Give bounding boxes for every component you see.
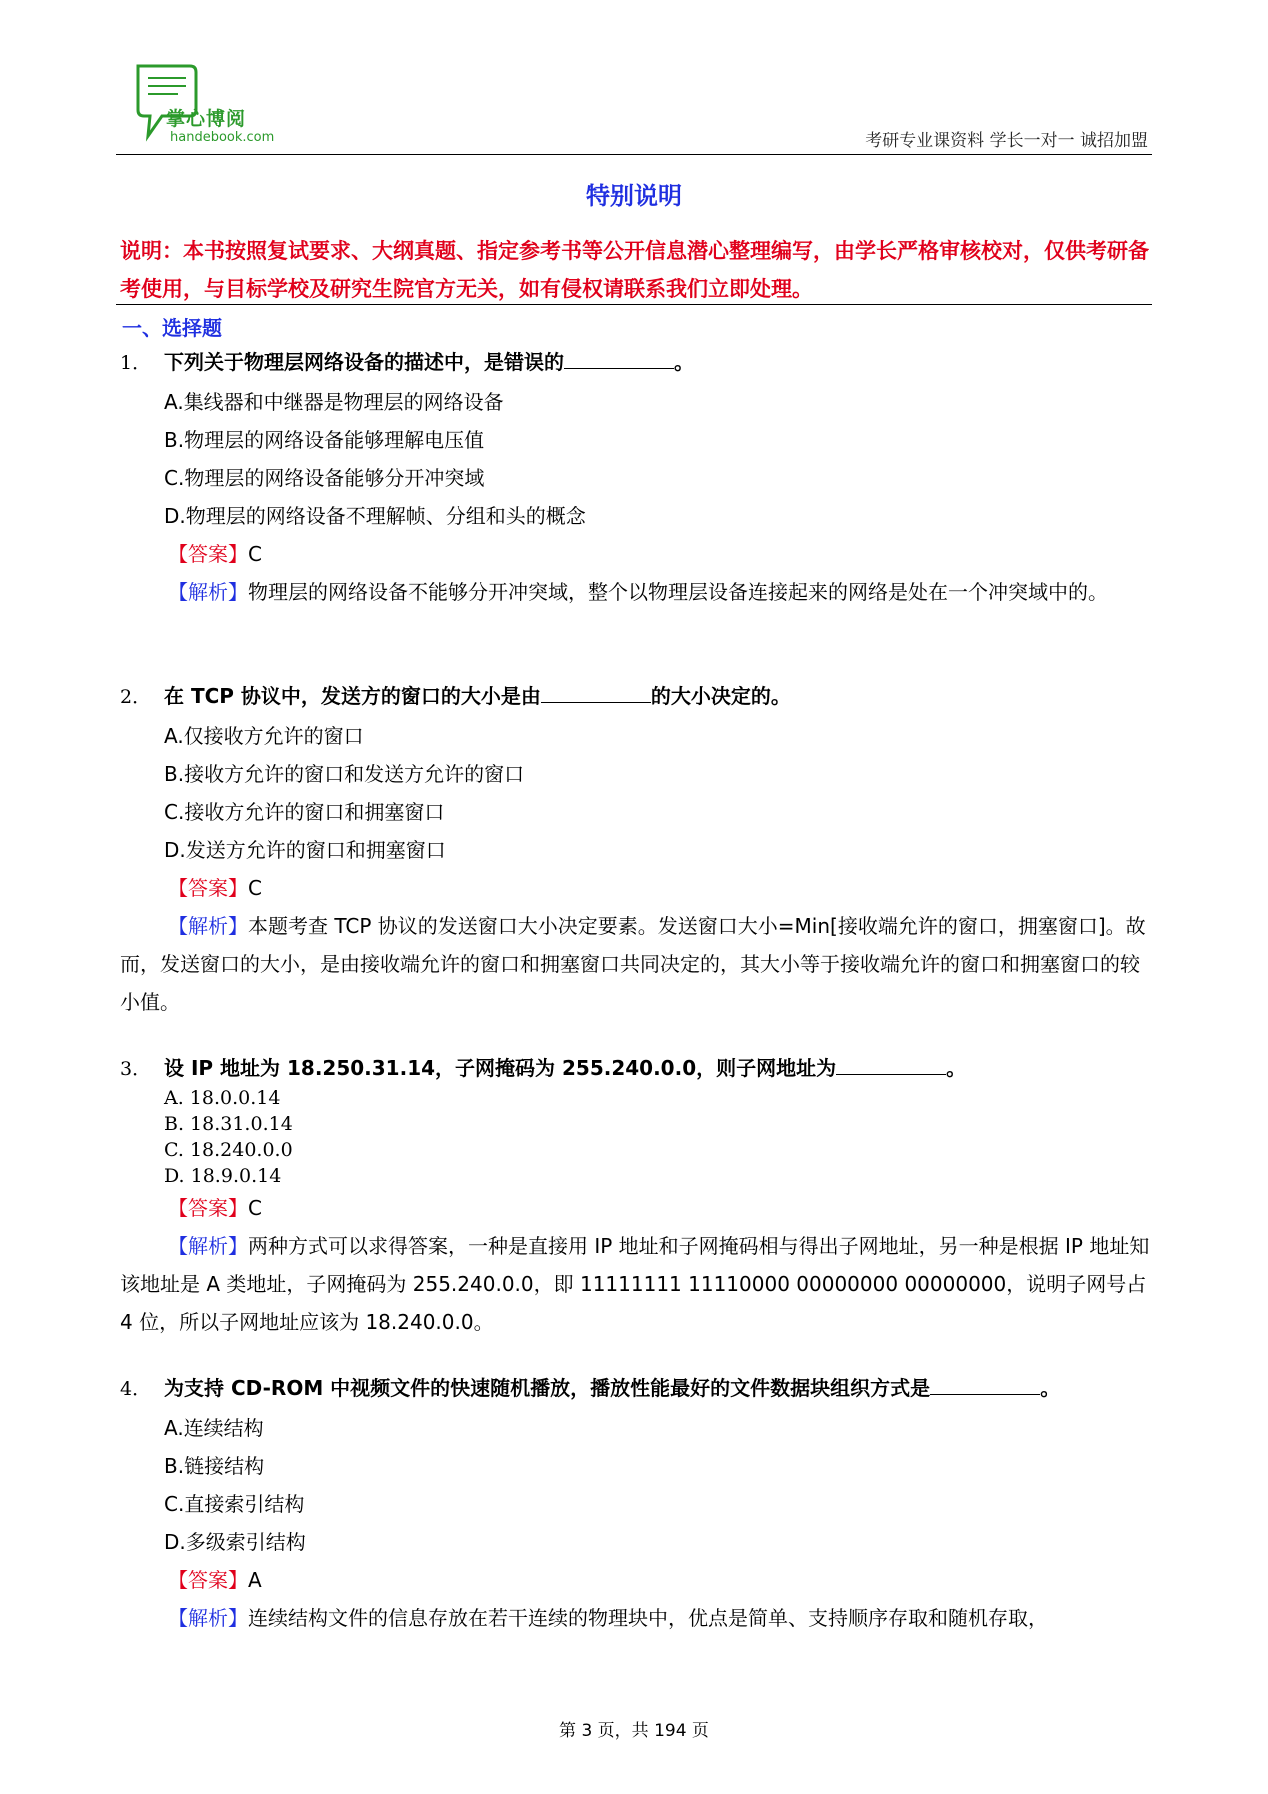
notice-text: 说明：本书按照复试要求、大纲真题、指定参考书等公开信息潜心整理编写，由学长严格审核校对，仅供考研备考使用，与目标学校及研究生院官方无关，如有侵权请联系我们立即处理。 (120, 239, 1149, 301)
analysis-body: 物理层的网络设备不能够分开冲突域，整个以物理层设备连接起来的网络是处在一个冲突域中的。 (248, 580, 1108, 604)
logo-url: handebook.com (170, 130, 275, 145)
option: D.物理层的网络设备不理解帧、分组和头的概念 (164, 504, 586, 528)
analysis-text (120, 1227, 1156, 1341)
stem-end: 。 (1040, 1376, 1061, 1400)
answer-label: 【答案】 (168, 542, 248, 566)
header-divider (116, 154, 1152, 155)
analysis-body: 两种方式可以求得答案，一种是直接用 IP 地址和子网掩码相与得出子网地址，另一种是根据 IP 地址知该地址是 A 类地址，子网掩码为 255.240.0.0，即 11111111 11110000 00000000 00000000，说明子网号占 4 位，所以子网地址应该为 18.240.0.0。 (120, 1234, 1150, 1334)
option: A. 18.0.0.14 (164, 1087, 281, 1109)
question-4 (120, 1374, 1156, 1637)
option: B.物理层的网络设备能够理解电压值 (164, 428, 485, 452)
answer-line (120, 869, 1156, 907)
question-stem (120, 682, 1156, 711)
question-stem (120, 1054, 1156, 1083)
answer-blank (564, 350, 674, 369)
option: D. 18.9.0.14 (164, 1165, 282, 1187)
question-number: 1． (120, 352, 152, 374)
question-number: 4． (120, 1378, 152, 1400)
stem-text: 在 TCP 协议中，发送方的窗口的大小是由 (164, 684, 541, 708)
question-number: 2． (120, 686, 152, 708)
question-2 (120, 682, 1156, 1021)
answer-label: 【答案】 (168, 1196, 248, 1220)
answer-label: 【答案】 (168, 876, 248, 900)
option: C.接收方允许的窗口和拥塞窗口 (164, 800, 445, 824)
option: B. 18.31.0.14 (164, 1113, 293, 1135)
question-3 (120, 1054, 1156, 1341)
option: A.仅接收方允许的窗口 (164, 724, 364, 748)
answer-value: C (248, 542, 262, 566)
logo-brand: 掌心博阅 (166, 108, 247, 130)
option: C.物理层的网络设备能够分开冲突域 (164, 466, 485, 490)
option: B.链接结构 (164, 1454, 265, 1478)
option: A.集线器和中继器是物理层的网络设备 (164, 390, 504, 414)
option: C. 18.240.0.0 (164, 1139, 293, 1161)
analysis-text (120, 907, 1156, 1021)
analysis-text (120, 573, 1156, 611)
question-stem (120, 348, 1156, 377)
option: D.发送方允许的窗口和拥塞窗口 (164, 838, 446, 862)
notice-divider (116, 304, 1152, 305)
section-heading: 一、选择题 (122, 316, 222, 340)
answer-blank (541, 684, 651, 703)
answer-value: A (248, 1568, 262, 1592)
option: B.接收方允许的窗口和发送方允许的窗口 (164, 762, 525, 786)
answer-label: 【答案】 (168, 1568, 248, 1592)
answer-value: C (248, 1196, 262, 1220)
stem-end: 。 (674, 350, 694, 374)
header-tagline: 考研专业课资料 学长一对一 诚招加盟 (865, 131, 1148, 151)
answer-line (120, 1189, 1156, 1227)
page-footer: 第 3 页，共 194 页 (559, 1721, 709, 1741)
stem-text: 下列关于物理层网络设备的描述中，是错误的 (164, 350, 564, 374)
answer-line (120, 535, 1156, 573)
analysis-body: 连续结构文件的信息存放在若干连续的物理块中，优点是简单、支持顺序存取和随机存取， (248, 1606, 1048, 1630)
question-stem (120, 1374, 1156, 1403)
option: C.直接索引结构 (164, 1492, 305, 1516)
analysis-label: 【解析】 (168, 914, 248, 938)
analysis-text (120, 1599, 1156, 1637)
answer-blank (930, 1376, 1040, 1395)
answer-blank (836, 1056, 946, 1075)
question-number: 3． (120, 1058, 152, 1080)
stem-text: 为支持 CD-ROM 中视频文件的快速随机播放，播放性能最好的文件数据块组织方式是 (164, 1376, 931, 1400)
analysis-label: 【解析】 (168, 1234, 248, 1258)
option: A.连续结构 (164, 1416, 264, 1440)
analysis-label: 【解析】 (168, 1606, 248, 1630)
stem-end: 的大小决定的。 (650, 684, 791, 708)
answer-value: C (248, 876, 262, 900)
analysis-label: 【解析】 (168, 580, 248, 604)
page-title: 特别说明 (586, 182, 682, 210)
analysis-body: 本题考查 TCP 协议的发送窗口大小决定要素。发送窗口大小=Min[接收端允许的窗口，拥塞窗口]。故而，发送窗口的大小，是由接收端允许的窗口和拥塞窗口共同决定的，其大小等于接收端允许的窗口和拥塞窗口的较小值。 (120, 914, 1146, 1014)
stem-text: 设 IP 地址为 18.250.31.14，子网掩码为 255.240.0.0，则子网地址为 (164, 1056, 837, 1080)
option: D.多级索引结构 (164, 1530, 306, 1554)
question-1 (120, 348, 1156, 611)
stem-end: 。 (946, 1056, 967, 1080)
answer-line (120, 1561, 1156, 1599)
